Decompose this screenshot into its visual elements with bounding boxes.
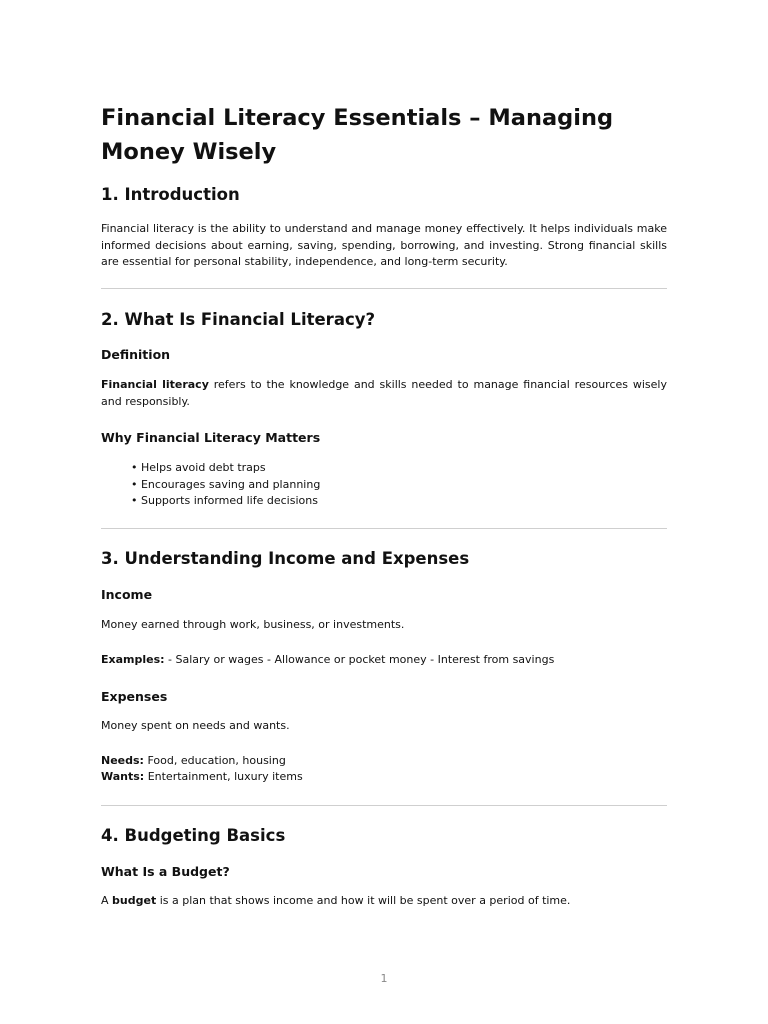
budget-prefix: A — [101, 894, 113, 907]
subheading-what-is-a-budget: What Is a Budget? — [101, 864, 230, 879]
definition-paragraph — [101, 377, 667, 410]
matters-bullet-list — [131, 460, 320, 510]
budget-definition — [101, 893, 570, 910]
definition-term: Financial literacy — [101, 378, 209, 391]
section-heading-income-and-expenses: 3. Understanding Income and Expenses — [101, 549, 470, 568]
wants-label: Wants: — [101, 770, 145, 783]
section-divider — [101, 805, 667, 806]
needs-label: Needs: — [101, 754, 144, 767]
section-divider — [101, 528, 667, 529]
section-heading-introduction: 1. Introduction — [101, 185, 240, 204]
examples-text: - Salary or wages - Allowance or pocket money - Interest from savings — [164, 653, 555, 666]
document-title: Financial Literacy Essentials – Managing Money Wisely — [101, 105, 614, 165]
expenses-description: Money spent on needs and wants. — [101, 719, 290, 732]
wants-text: Entertainment, luxury items — [144, 770, 303, 783]
section-divider — [101, 288, 667, 289]
budget-text: is a plan that shows income and how it will be spent over a period of time. — [156, 894, 571, 907]
section-heading-budgeting-basics: 4. Budgeting Basics — [101, 826, 286, 845]
section-heading-what-is-financial-literacy: 2. What Is Financial Literacy? — [101, 310, 376, 329]
page-number: 1 — [380, 972, 388, 985]
needs-text: Food, education, housing — [143, 754, 286, 767]
income-examples — [101, 652, 554, 669]
needs-line — [101, 753, 286, 770]
examples-label: Examples: — [101, 653, 165, 666]
introduction-paragraph: Financial literacy is the ability to understand and manage money effectively. It helps individuals make informed decisions about earning, saving, spending, borrowing, and investing. Strong financial skills are essential for personal stability, independence, and long-term security. — [101, 222, 667, 268]
wants-line — [101, 769, 303, 786]
subheading-definition: Definition — [101, 347, 171, 362]
definition-text: refers to the knowledge and skills needed to manage financial resources wisely and responsibly. — [101, 378, 667, 408]
budget-term: budget — [112, 894, 157, 907]
income-description: Money earned through work, business, or investments. — [101, 618, 405, 631]
subheading-expenses: Expenses — [101, 689, 168, 704]
bullet-item: • Supports informed life decisions — [131, 494, 318, 507]
bullet-item: • Encourages saving and planning — [131, 477, 321, 491]
subheading-income: Income — [101, 587, 153, 602]
bullet-item: • Helps avoid debt traps — [131, 461, 266, 474]
subheading-why-financial-literacy-matters: Why Financial Literacy Matters — [101, 430, 321, 445]
